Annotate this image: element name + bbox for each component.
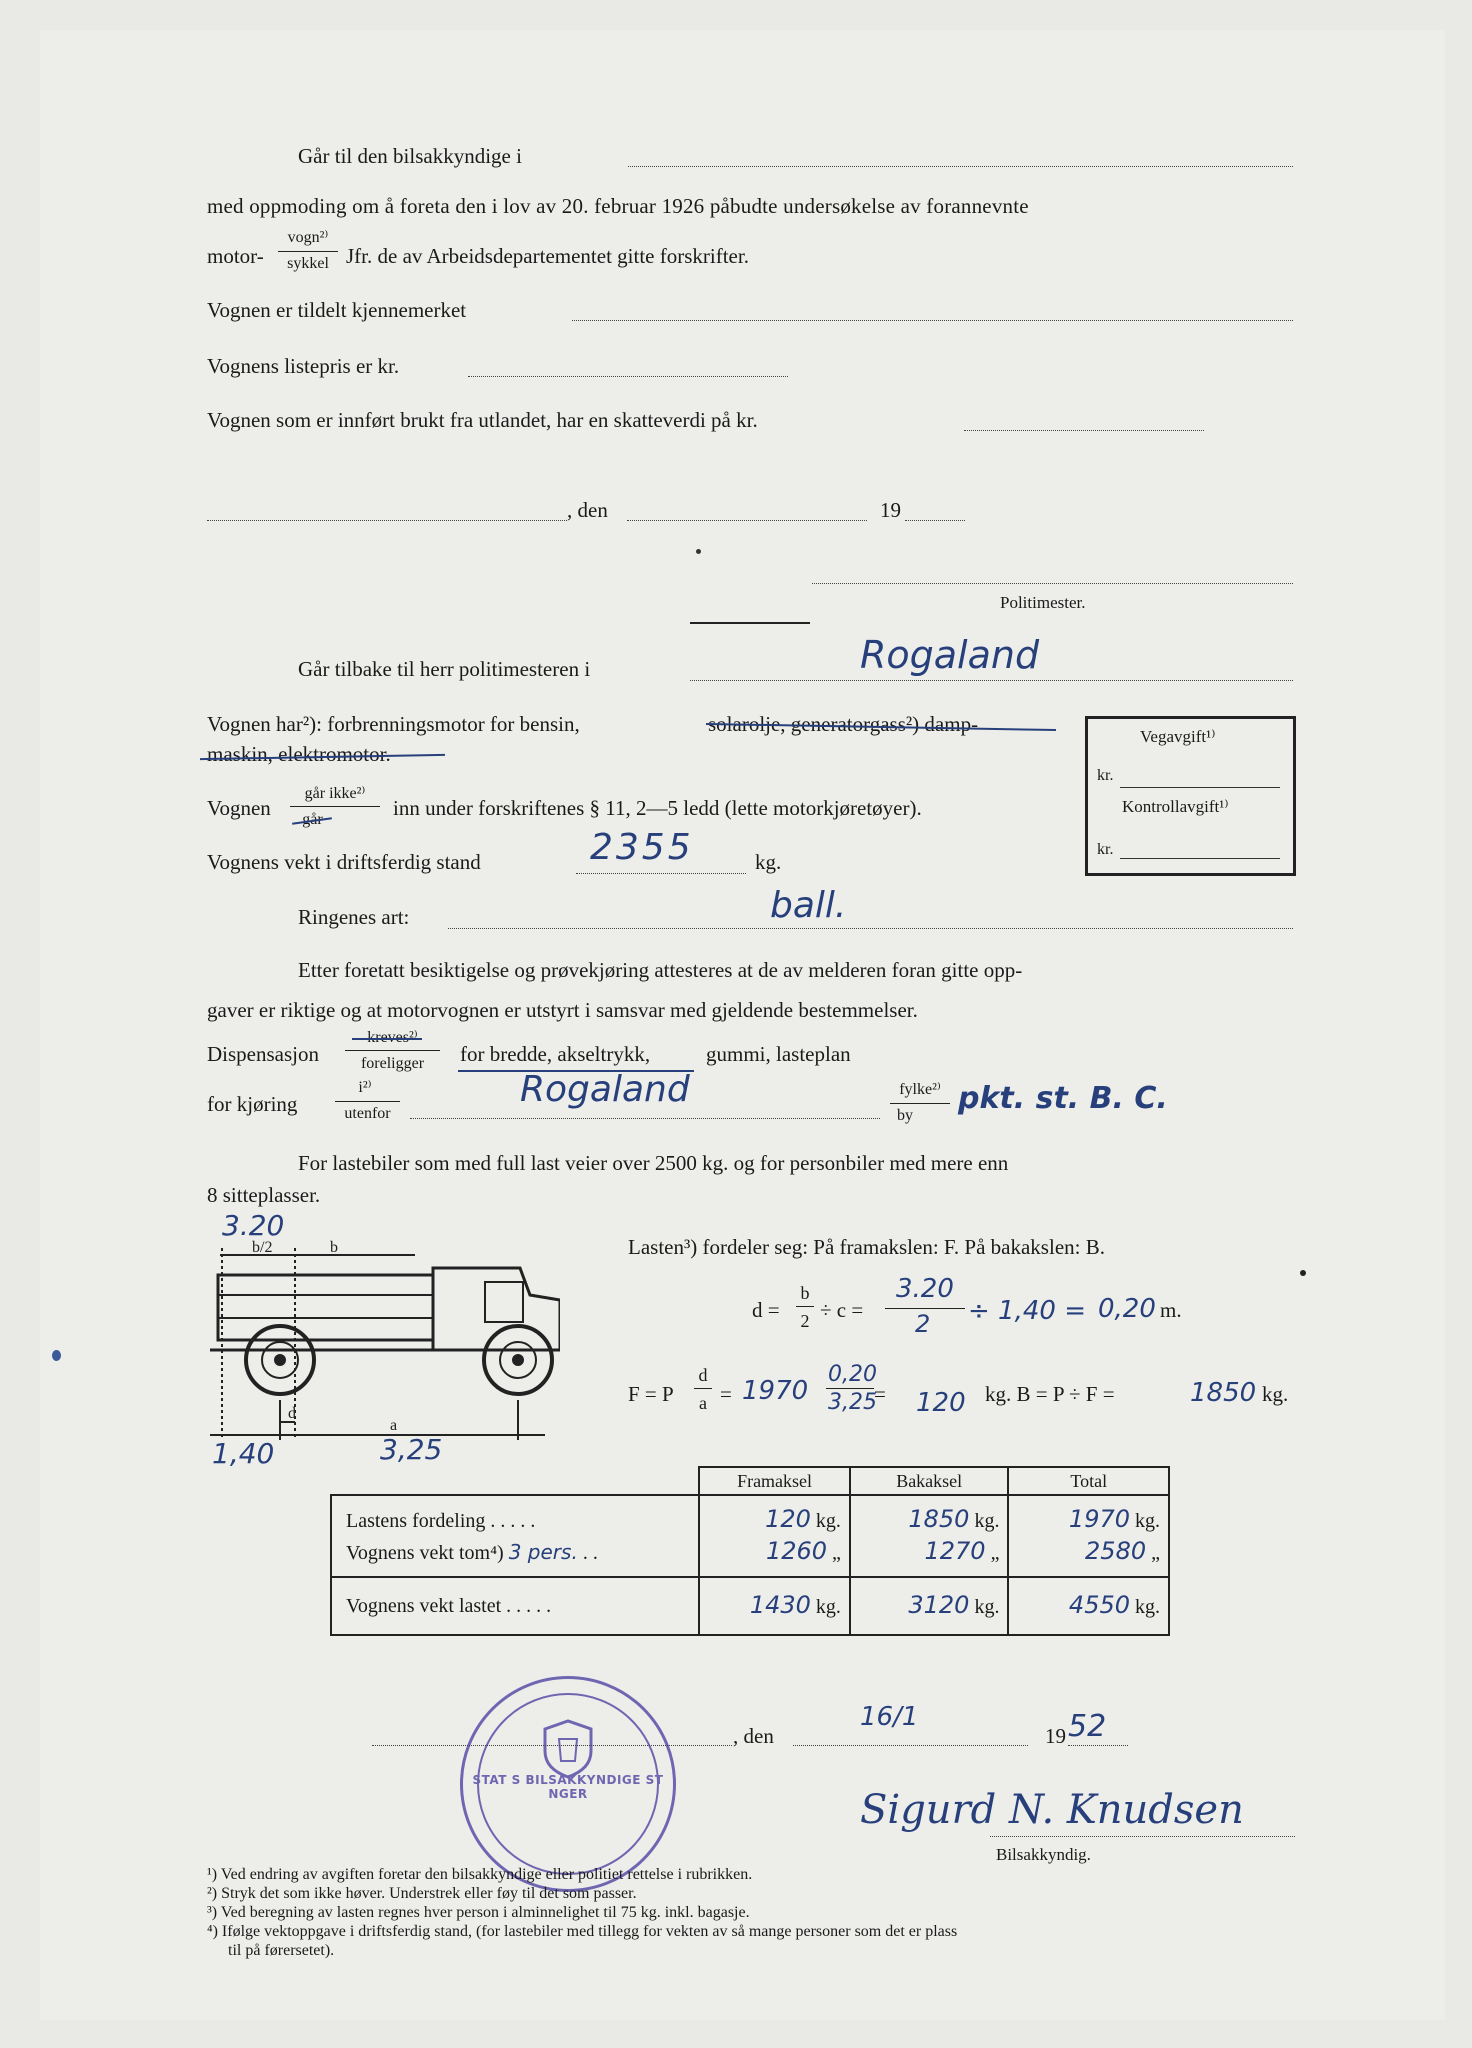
vognen-label: Vognen bbox=[207, 796, 271, 820]
f-eq: F = P bbox=[628, 1382, 674, 1406]
vegavgift-kr: kr. bbox=[1097, 767, 1114, 784]
place-field[interactable] bbox=[207, 520, 567, 521]
f-num-handwritten: 0,20 bbox=[828, 1362, 877, 1387]
listepris-label: Vognens listepris er kr. bbox=[207, 354, 400, 378]
bottom-year-handwritten: 52 bbox=[1068, 1709, 1107, 1744]
ink-dot bbox=[696, 549, 701, 554]
skatteverdi-field[interactable] bbox=[964, 430, 1204, 431]
d-result-handwritten: 0,20 bbox=[1098, 1294, 1156, 1324]
forskrift-text: inn under forskriftenes § 11, 2—5 ledd (lette motorkjøretøyer). bbox=[393, 796, 922, 820]
frac-line bbox=[278, 251, 338, 252]
bottom-year-field[interactable] bbox=[1068, 1745, 1128, 1746]
attest-line-2: gaver er riktige og at motorvognen er utstyrt i samsvar med gjeldende bestemmelser. bbox=[207, 998, 918, 1022]
two-symbol: 2 bbox=[800, 1311, 810, 1331]
tilbake-field[interactable] bbox=[690, 680, 1293, 681]
foreligger-option: foreligger bbox=[360, 1055, 425, 1072]
eq-sign: = bbox=[720, 1382, 732, 1406]
coat-of-arms-icon bbox=[541, 1717, 595, 1781]
jfr-line: Jfr. de av Arbeidsdepartementet gitte forskrifter. bbox=[346, 244, 749, 268]
ringenes-field[interactable] bbox=[448, 928, 1293, 929]
dim-140-handwritten: 1,40 bbox=[212, 1437, 275, 1470]
frac-line bbox=[796, 1306, 814, 1307]
gar-ikke-option: går ikke²⁾ bbox=[304, 785, 366, 802]
cell-total-lastet: 4550 kg. bbox=[1008, 1577, 1169, 1635]
footnote-2: ²) Stryk det som ikke høver. Understrek eller føy til det som passer. bbox=[207, 1885, 637, 1902]
minus-c: ÷ c = bbox=[820, 1298, 864, 1322]
vekt-field[interactable] bbox=[576, 873, 746, 874]
vekt-kg: kg. bbox=[755, 850, 782, 874]
frac-line bbox=[335, 1101, 400, 1102]
bottom-date-handwritten: 16/1 bbox=[860, 1702, 919, 1732]
vekt-label: Vognens vekt i driftsferdig stand bbox=[207, 850, 481, 874]
kjoring-field[interactable] bbox=[410, 1118, 880, 1119]
header-framaksel: Framaksel bbox=[699, 1467, 850, 1495]
motor-label: motor- bbox=[207, 244, 264, 268]
eq-sign: = bbox=[874, 1382, 886, 1406]
dim-label-d: d bbox=[288, 1405, 296, 1422]
f-p-handwritten: 1970 bbox=[742, 1376, 809, 1406]
frac-line bbox=[694, 1388, 712, 1389]
lastebil-line-2: 8 sitteplasser. bbox=[207, 1183, 321, 1207]
bottom-place-field[interactable] bbox=[372, 1745, 732, 1746]
ink-dot bbox=[1300, 1270, 1306, 1276]
bilsakkyndig-signature-field[interactable] bbox=[990, 1836, 1295, 1837]
vogn-option: vogn²⁾ bbox=[287, 229, 329, 246]
frac-line bbox=[890, 1103, 950, 1104]
cell-framaksel-lastet: 1430 kg. bbox=[699, 1577, 850, 1635]
bottom-year-prefix: 19 bbox=[1045, 1724, 1066, 1748]
row-label-lastet: Vognens vekt lastet . . . . . bbox=[331, 1577, 699, 1635]
bottom-date-field[interactable] bbox=[793, 1745, 1028, 1746]
row-label-lastens: Lastens fordeling . . . . . bbox=[346, 1510, 536, 1532]
dim-label-b: b bbox=[330, 1239, 338, 1256]
cell-total: 1970 kg. 2580 „ bbox=[1008, 1495, 1169, 1577]
cab-window bbox=[485, 1282, 523, 1322]
dispensasjon-text-a: for bredde, akseltrykk, bbox=[460, 1042, 651, 1066]
d-den-handwritten: 2 bbox=[915, 1310, 931, 1338]
vegavgift-field[interactable] bbox=[1120, 787, 1280, 788]
date-field[interactable] bbox=[627, 520, 867, 521]
line-oppmoding: med oppmoding om å foreta den i lov av 20. februar 1926 påbudte undersøkelse av forannevnte bbox=[207, 194, 1029, 218]
kjennemerke-field[interactable] bbox=[572, 320, 1293, 321]
footnote-4: ⁴) Ifølge vektoppgave i driftsferdig stand, (for lastebiler med tillegg for vekten av så mange personer som det er plass bbox=[207, 1923, 958, 1940]
signature: Sigurd N. Knudsen bbox=[860, 1787, 1244, 1833]
a-symbol: a bbox=[699, 1393, 707, 1413]
truck-bed bbox=[218, 1275, 433, 1340]
ink-spot bbox=[52, 1350, 61, 1361]
year-field[interactable] bbox=[905, 520, 965, 521]
politimester-signature-field[interactable] bbox=[812, 583, 1293, 584]
fylke-option: fylke²⁾ bbox=[899, 1081, 941, 1098]
kjoring-label: for kjøring bbox=[207, 1092, 298, 1116]
tilbake-handwritten: Rogaland bbox=[860, 633, 1040, 677]
cell-bakaksel: 1850 kg. 1270 „ bbox=[850, 1495, 1009, 1577]
strikethrough-kreves bbox=[352, 1038, 422, 1040]
i-option: i²⁾ bbox=[358, 1079, 372, 1096]
ringenes-handwritten: ball. bbox=[770, 885, 847, 926]
kjennemerke-label: Vognen er tildelt kjennemerket bbox=[207, 298, 467, 322]
d-num-handwritten: 3.20 bbox=[896, 1274, 954, 1304]
tilbake-label: Går tilbake til herr politimesteren i bbox=[298, 657, 591, 681]
cell-framaksel: 120 kg. 1260 „ bbox=[699, 1495, 850, 1577]
header-total: Total bbox=[1008, 1467, 1169, 1495]
kontrollavgift-kr: kr. bbox=[1097, 841, 1114, 858]
frac-line bbox=[290, 806, 380, 807]
separator-rule bbox=[690, 622, 810, 624]
weight-table bbox=[330, 1466, 1170, 1636]
vekt-handwritten: 2355 bbox=[590, 827, 694, 868]
d-rest-handwritten: ÷ 1,40 = bbox=[968, 1296, 1086, 1326]
year-prefix: 19 bbox=[880, 498, 901, 522]
dispensasjon-label: Dispensasjon bbox=[207, 1042, 319, 1066]
skatteverdi-label: Vognen som er innført brukt fra utlandet, har en skatteverdi på kr. bbox=[207, 408, 758, 432]
kontrollavgift-field[interactable] bbox=[1120, 858, 1280, 859]
politimester-label: Politimester. bbox=[1000, 593, 1086, 612]
dim-320-handwritten: 3.20 bbox=[222, 1209, 285, 1242]
rear-axle bbox=[275, 1355, 285, 1365]
den-label: , den bbox=[567, 498, 608, 522]
sykkel-option: sykkel bbox=[287, 255, 329, 272]
d-symbol: d bbox=[698, 1365, 708, 1385]
listepris-field[interactable] bbox=[468, 376, 788, 377]
bottom-den-label: , den bbox=[733, 1724, 774, 1748]
footnote-1: ¹) Ved endring av avgiften foretar den bilsakkyndige eller politiet rettelse i rubrikken. bbox=[207, 1866, 753, 1883]
motor-type-a: Vognen har²): forbrenningsmotor for bensin, bbox=[207, 712, 580, 736]
table-row bbox=[331, 1495, 1169, 1577]
table-row bbox=[331, 1577, 1169, 1635]
dispensasjon-text-b: gummi, lasteplan bbox=[706, 1042, 851, 1066]
row-label-tom: Vognens vekt tom⁴) 3 pers. . . bbox=[346, 1540, 598, 1564]
ringenes-label: Ringenes art: bbox=[298, 905, 410, 929]
fylke-handwritten: pkt. st. B. C. bbox=[958, 1081, 1168, 1116]
header-bakaksel: Bakaksel bbox=[850, 1467, 1009, 1495]
footnote-4-cont: til på førersetet). bbox=[228, 1942, 335, 1959]
front-axle bbox=[513, 1355, 523, 1365]
motor-type-c: maskin, elektromotor. bbox=[207, 742, 391, 766]
vegavgift-label: Vegavgift¹⁾ bbox=[1140, 727, 1216, 746]
f-result-handwritten: 120 bbox=[916, 1388, 966, 1418]
kjoring-handwritten: Rogaland bbox=[520, 1069, 690, 1110]
truck-cab bbox=[433, 1268, 560, 1350]
dim-label-b2: b/2 bbox=[252, 1239, 273, 1256]
frac-line bbox=[345, 1050, 440, 1051]
b-symbol: b bbox=[800, 1283, 810, 1303]
bilsakkyndig-label: Bilsakkyndig. bbox=[996, 1845, 1091, 1864]
kg-b-eq: kg. B = P ÷ F = bbox=[985, 1382, 1115, 1406]
stamp-text: STAT S BILSAKKYNDIGE ST NGER bbox=[472, 1773, 664, 1801]
d-eq: d = bbox=[752, 1298, 780, 1322]
motor-type-b: solarolje, generatorgass²) damp- bbox=[708, 712, 979, 736]
by-option: by bbox=[897, 1107, 913, 1124]
kg-end: kg. bbox=[1262, 1382, 1289, 1406]
footnote-3: ³) Ved beregning av lasten regnes hver person i alminnelighet til 75 kg. inkl. bagasje. bbox=[207, 1904, 750, 1921]
lasten-text: Lasten³) fordeler seg: På framakslen: F. På bakakslen: B. bbox=[628, 1235, 1105, 1259]
frac-line bbox=[885, 1308, 965, 1309]
utenfor-option: utenfor bbox=[344, 1105, 391, 1122]
dim-label-a: a bbox=[390, 1417, 398, 1434]
line-gar-til: Går til den bilsakkyndige i bbox=[298, 144, 522, 168]
dim-325-handwritten: 3,25 bbox=[380, 1433, 443, 1466]
official-stamp bbox=[460, 1676, 676, 1892]
frac-line bbox=[826, 1388, 874, 1389]
b-result-handwritten: 1850 bbox=[1190, 1378, 1257, 1408]
lastebil-line-1: For lastebiler som med full last veier over 2500 kg. og for personbiler med mere enn bbox=[298, 1151, 1009, 1175]
field-bilsakkyndige-i[interactable] bbox=[628, 166, 1293, 167]
f-den-handwritten: 3,25 bbox=[828, 1390, 877, 1415]
kontrollavgift-label: Kontrollavgift¹⁾ bbox=[1122, 797, 1229, 816]
gar-option: går bbox=[302, 811, 323, 828]
kreves-option: kreves²⁾ bbox=[367, 1029, 418, 1046]
attest-line-1: Etter foretatt besiktigelse og prøvekjøring attesteres at de av melderen foran gitte opp- bbox=[298, 958, 1023, 982]
m-unit: m. bbox=[1160, 1298, 1182, 1322]
paper-sheet bbox=[40, 30, 1445, 2020]
cell-bakaksel-lastet: 3120 kg. bbox=[850, 1577, 1009, 1635]
